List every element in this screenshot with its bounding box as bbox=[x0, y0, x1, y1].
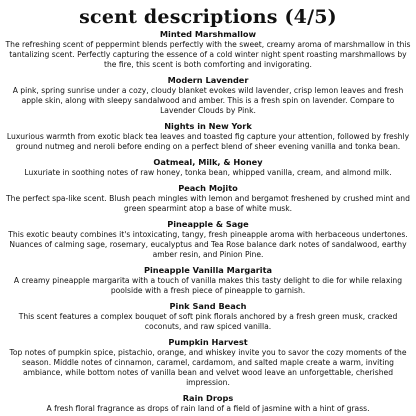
scent-entry bbox=[3, 265, 413, 296]
scent-entry bbox=[3, 157, 413, 178]
scent-name: Pineapple Vanilla Margarita bbox=[143, 265, 273, 275]
scent-name: Pink Sand Beach bbox=[169, 301, 247, 311]
scent-description: A fresh floral fragrance as drops of rain land of a field of jasmine with a hint of grass. bbox=[46, 404, 370, 413]
page-title: scent descriptions (4/5) bbox=[79, 6, 337, 28]
scent-entry bbox=[3, 301, 413, 332]
scent-entry bbox=[3, 75, 413, 116]
scent-description: This scent features a complex bouquet of soft pink florals anchored by a fresh green musk, cracked coconuts, and raw spiced vanilla. bbox=[18, 312, 398, 331]
scent-entry bbox=[3, 29, 413, 70]
scent-name: Minted Marshmallow bbox=[159, 29, 257, 39]
scent-name: Peach Mojito bbox=[178, 183, 238, 193]
scent-description: The perfect spa-like scent. Blush peach mingles with lemon and bergamot freshened by crushed mint and green spearmint atop a base of white musk. bbox=[6, 194, 410, 213]
scent-name: Pineapple & Sage bbox=[167, 219, 249, 229]
scent-name: Pumpkin Harvest bbox=[168, 337, 248, 347]
scent-description: The refreshing scent of peppermint blends perfectly with the sweet, creamy aroma of marshmallow in this tantalizing scent. Perfectly capturing the essence of a cold winter night spent roasting marshmallows by the fire, this scent is both comforting and invigorating. bbox=[5, 40, 411, 69]
scent-description: A pink, spring sunrise under a cozy, cloudy blanket evokes wild lavender, crisp lemon leaves and fresh apple skin, along with sleepy sandalwood and amber. This is a fresh spin on lavender. Compare to Lavender Clouds by Pink. bbox=[12, 86, 404, 115]
scent-entry bbox=[3, 219, 413, 260]
scent-entry bbox=[3, 393, 413, 414]
scent-description: Luxurious warmth from exotic black tea leaves and toasted fig capture your attention, followed by freshly ground nutmeg and neroli before ending on a perfect blend of sheer evening vanilla and tonka bean. bbox=[6, 132, 410, 151]
scent-description: This exotic beauty combines it's intoxicating, tangy, fresh pineapple aroma with herbaceous undertones. Nuances of calming sage, rosemary, eucalyptus and Tea Rose balance dark notes of sandalwood, earthy amber resin, and Pinion Pine. bbox=[8, 230, 408, 259]
scent-name: Rain Drops bbox=[182, 393, 234, 403]
scent-description: Luxuriate in soothing notes of raw honey, tonka bean, whipped vanilla, cream, and almond milk. bbox=[24, 168, 392, 177]
scent-name: Nights in New York bbox=[164, 121, 252, 131]
scent-description: A creamy pineapple margarita with a touch of vanilla makes this tasty delight to die for while relaxing poolside with a fresh piece of pineapple to garnish. bbox=[13, 276, 403, 295]
scent-entry bbox=[3, 121, 413, 152]
scent-name: Modern Lavender bbox=[167, 75, 249, 85]
scent-entry bbox=[3, 337, 413, 388]
scent-name: Oatmeal, Milk, & Honey bbox=[153, 157, 263, 167]
scent-entry bbox=[3, 183, 413, 214]
scent-description: Top notes of pumpkin spice, pistachio, orange, and whiskey invite you to savor the cozy moments of the season. Middle notes of cinnamon, caramel, cardamom, and salted maple create a warm, inviting ambiance, while bottom notes of vanilla bean and velvet wood leave an unforgettable, cherished impression. bbox=[9, 348, 407, 387]
scent-list bbox=[3, 29, 413, 414]
